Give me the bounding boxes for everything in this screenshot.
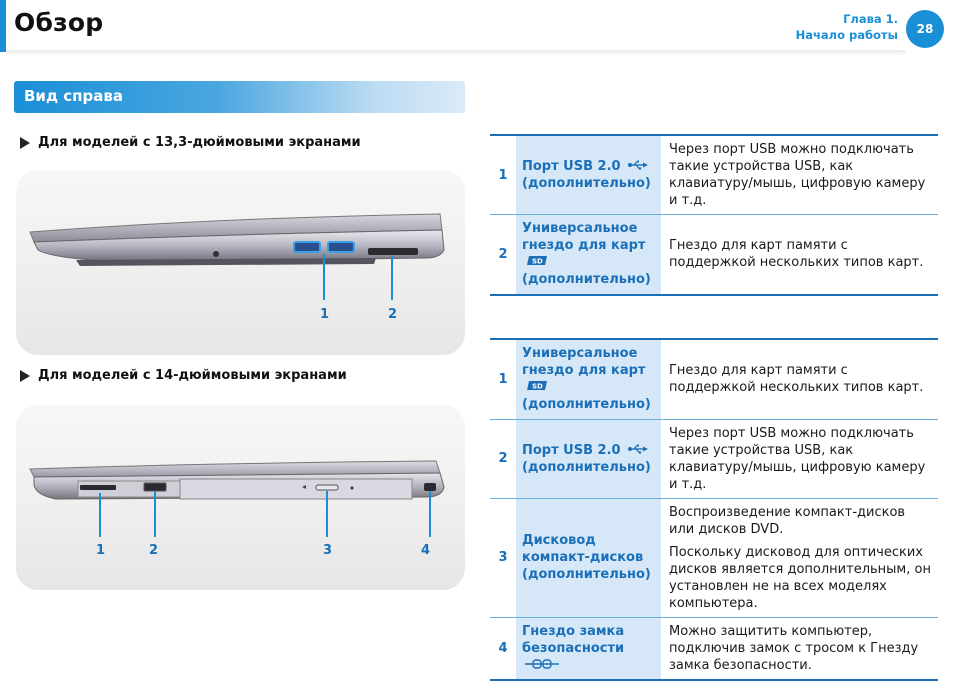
port-description: [661, 135, 938, 215]
port-description-text: Воспроизведение компакт-дисков или дисков DVD.: [669, 504, 906, 537]
sd-card-icon: [525, 254, 549, 271]
port-name-text: Универсальное гнездо для карт: [522, 346, 646, 379]
port-name: [516, 135, 661, 215]
port-name-text: Универсальное гнездо для карт: [522, 221, 646, 254]
port-description-text: Гнездо для карт памяти с поддержкой нескольких типов карт.: [669, 363, 924, 396]
table-row: [490, 419, 938, 498]
port-description: [661, 498, 938, 617]
port-description-text: Через порт USB можно подключать такие устройства USB, как клавиатуру/мышь, цифровую камеру и т.д.: [669, 142, 926, 208]
callout-4: 4: [421, 543, 431, 558]
page-number-badge: 28: [906, 10, 944, 48]
row-number: 2: [490, 419, 516, 498]
svg-text:SD: SD: [532, 257, 543, 266]
port-name-note: (дополнительно): [522, 176, 651, 191]
subheading-14-inch-text: Для моделей с 14-дюймовыми экранами: [38, 368, 347, 383]
callout-2: 2: [149, 543, 159, 558]
callout-1: 1: [320, 307, 330, 322]
usb-icon: [628, 442, 648, 459]
sd-card-icon: [525, 379, 549, 396]
table-row: [490, 215, 938, 295]
port-name-text: Порт USB 2.0: [522, 442, 621, 458]
row-number: 3: [490, 498, 516, 617]
row-number: 4: [490, 617, 516, 680]
callout-2: 2: [388, 307, 398, 322]
port-name: [516, 215, 661, 295]
header-accent-bar: [0, 0, 6, 52]
triangle-bullet-icon: [20, 137, 30, 149]
port-description-text: Поскольку дисковод для оптических дисков является дополнительным, он установлен не на всех моделях компьютера.: [669, 544, 931, 611]
port-name-note: (дополнительно): [522, 397, 651, 413]
subheading-13-inch: [20, 135, 361, 150]
table-row: [490, 339, 938, 419]
security-lock-icon: [525, 657, 559, 674]
table-row: [490, 498, 938, 617]
laptop-13-right-side-image: [16, 170, 465, 355]
port-description: [661, 617, 938, 680]
section-header: [14, 81, 465, 113]
port-name-text: Порт USB 2.0: [522, 159, 621, 174]
laptop-14-right-side-image: [16, 405, 465, 590]
port-name: [516, 617, 661, 680]
callout-3: 3: [323, 543, 333, 558]
subheading-14-inch: [20, 368, 347, 383]
port-description: [661, 215, 938, 295]
port-description: [661, 419, 938, 498]
row-number: 1: [490, 339, 516, 419]
port-name: [516, 419, 661, 498]
section-title: Вид справа: [24, 87, 124, 105]
laptop-13-illustration: [16, 170, 465, 355]
table-row: [490, 617, 938, 680]
ports-table-13-inch: [490, 134, 938, 296]
port-description-text: Через порт USB можно подключать такие устройства USB, как клавиатуру/мышь, цифровую камеру и т.д.: [669, 425, 926, 492]
row-number: 2: [490, 215, 516, 295]
row-number: 1: [490, 135, 516, 215]
svg-text:SD: SD: [532, 382, 543, 391]
port-name-note: (дополнительно): [522, 272, 651, 288]
subheading-13-inch-text: Для моделей с 13,3-дюймовыми экранами: [38, 135, 361, 150]
ports-table-14-inch: [490, 338, 938, 681]
chapter-label: [796, 11, 898, 43]
port-name-text: Дисковод компакт-дисков: [522, 533, 644, 565]
triangle-bullet-icon: [20, 370, 30, 382]
port-name-text: Гнездо замка безопасности: [522, 623, 625, 656]
table-row: [490, 135, 938, 215]
port-name-note: (дополнительно): [522, 459, 651, 475]
port-name-note: (дополнительно): [522, 567, 651, 582]
usb-icon: [628, 158, 648, 175]
callout-1: 1: [96, 543, 106, 558]
port-description: [661, 339, 938, 419]
laptop-14-illustration: [16, 405, 465, 590]
port-description-text: Можно защитить компьютер, подключив замок с тросом к Гнезду замка безопасности.: [669, 623, 919, 673]
chapter-number: Глава 1.: [843, 12, 898, 26]
page-title: Обзор: [14, 8, 104, 37]
port-description-text: Гнездо для карт памяти с поддержкой нескольких типов карт.: [669, 238, 924, 271]
header-divider: [6, 50, 906, 56]
port-name: [516, 339, 661, 419]
port-name: [516, 498, 661, 617]
chapter-title: Начало работы: [795, 28, 898, 42]
